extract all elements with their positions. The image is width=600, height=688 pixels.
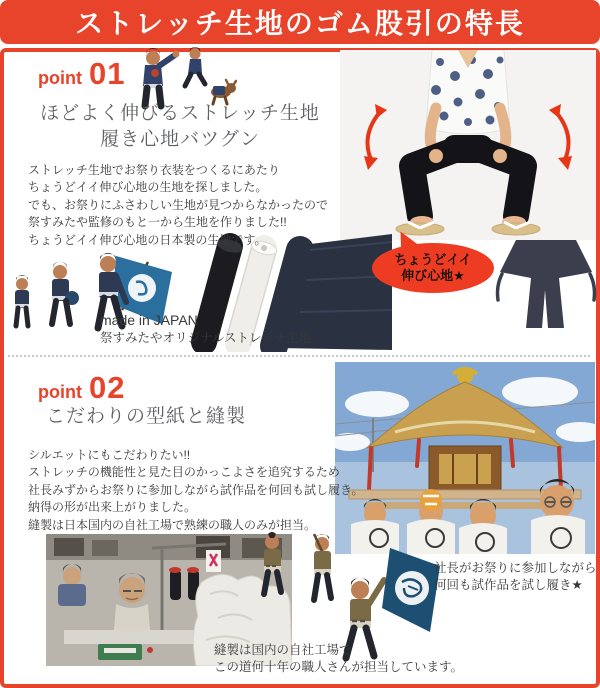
point1-body-line: ストレッチ生地でお祭り衣装をつくるにあたり xyxy=(28,163,280,177)
point1-heading-line1: ほどよく伸びるストレッチ生地 xyxy=(40,103,320,124)
mikoshi-festival-photo xyxy=(335,362,595,554)
page-title: ストレッチ生地のゴム股引の特長 xyxy=(75,8,525,39)
point1-heading xyxy=(12,101,348,152)
comfort-speech-bubble xyxy=(372,243,494,293)
point2-body-line: ストレッチの機能性と見た目のかっこよさを追究するため xyxy=(28,465,340,480)
point1-body-line: 祭すみたや監修のもと一から生地を作りました!! xyxy=(28,215,287,230)
president-note-line2: 何回も試作品を試し履き★ xyxy=(434,578,583,593)
president-note xyxy=(434,560,597,595)
point1-body-line: ちょうどイイ伸び心地の日本製の生地です。 xyxy=(28,232,267,247)
point2-body-line: 縫製は日本国内の自社工場で熟練の職人のみが担当。 xyxy=(28,517,317,532)
point1-body xyxy=(28,162,328,249)
point1-label xyxy=(38,56,125,92)
bubble-line1: ちょうどイイ xyxy=(394,251,472,267)
president-note-line1: 社長がお祭りに参加しながら xyxy=(434,561,597,575)
point1-body-line: ちょうどイイ伸び心地の生地を探しました。 xyxy=(28,180,268,195)
point2-body-line: 納得の形が出来上がりました。 xyxy=(28,500,197,515)
sewing-note-line2: この道何十年の職人さんが担当しています。 xyxy=(214,660,464,675)
point2-body-line: シルエットにもこだわりたい!! xyxy=(28,448,191,462)
momohiki-product-photo xyxy=(492,228,600,336)
point1-body-line: でも、お祭りにふさわしい生地が見つからなかったので xyxy=(28,197,329,212)
point1-word: point xyxy=(38,68,82,88)
point1-heading-line2: 履き心地バツグン xyxy=(100,128,260,150)
bubble-line2: 伸び心地★ xyxy=(401,268,465,283)
made-in-japan-caption xyxy=(100,311,311,348)
point2-number: 02 xyxy=(88,370,126,405)
point2-body-line: 社長みずからお祭りに参加しながら試作品を何回も試し履き。 xyxy=(28,482,364,497)
point1-number: 01 xyxy=(88,56,126,91)
made-in-japan-text: made in JAPAN xyxy=(100,312,198,328)
point2-heading: こだわりの型紙と縫製 xyxy=(46,406,247,427)
sewing-note-line1: 縫製は国内の自社工場で xyxy=(214,643,352,657)
point2-body xyxy=(28,447,364,534)
point2-label xyxy=(38,370,125,406)
fabric-caption-text: 祭すみたやオリジナルストレッチ生地 xyxy=(100,331,312,346)
squatting-model-photo xyxy=(340,50,596,240)
point2-word: point xyxy=(38,382,82,402)
header-banner xyxy=(0,0,600,44)
sewing-note xyxy=(214,642,463,677)
